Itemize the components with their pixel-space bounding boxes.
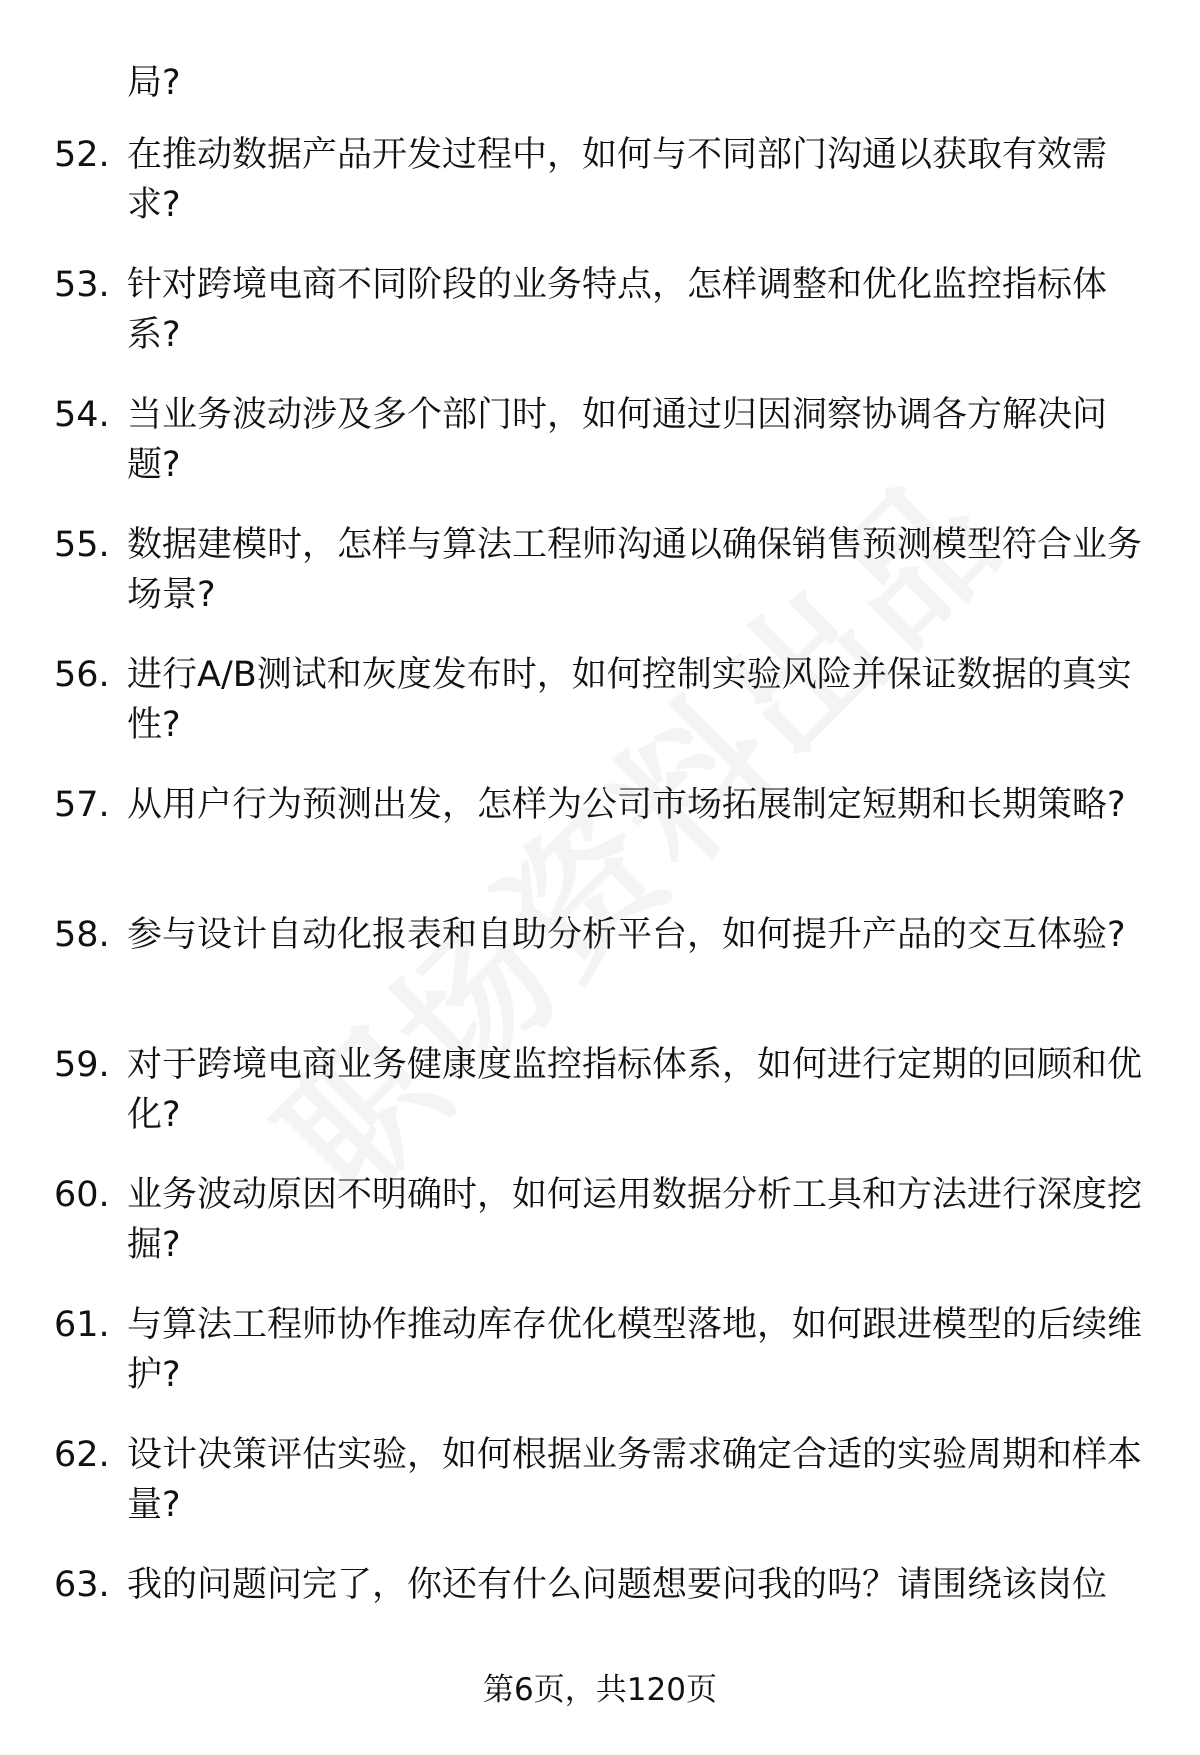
page-footer: 第6页，共120页 <box>483 1672 717 1708</box>
question-text: 与算法工程师协作推动库存优化模型落地，如何跟进模型的后续维护? <box>127 1305 1143 1395</box>
question-number: 62. <box>54 1435 110 1475</box>
question-text: 从用户行为预测出发，怎样为公司市场拓展制定短期和长期策略? <box>127 785 1126 825</box>
question-number: 60. <box>54 1175 110 1215</box>
question-number: 55. <box>54 525 110 565</box>
question-number: 53. <box>54 265 110 305</box>
question-text: 我的问题问完了，你还有什么问题想要问我的吗？请围绕该岗位 <box>127 1565 1108 1605</box>
continued-text: 局? <box>127 63 181 103</box>
question-text: 进行A/B测试和灰度发布时，如何控制实验风险并保证数据的真实性? <box>127 655 1132 745</box>
question-text: 当业务波动涉及多个部门时，如何通过归因洞察协调各方解决问题? <box>127 395 1108 485</box>
question-text: 设计决策评估实验，如何根据业务需求确定合适的实验周期和样本量? <box>127 1435 1143 1525</box>
question-number: 57. <box>54 785 110 825</box>
question-number: 63. <box>54 1565 110 1605</box>
question-text: 对于跨境电商业务健康度监控指标体系，如何进行定期的回顾和优化? <box>127 1045 1143 1135</box>
question-text: 数据建模时，怎样与算法工程师沟通以确保销售预测模型符合业务场景? <box>127 525 1143 615</box>
question-number: 58. <box>54 915 110 955</box>
question-number: 59. <box>54 1045 110 1085</box>
question-text: 在推动数据产品开发过程中，如何与不同部门沟通以获取有效需求? <box>127 135 1108 225</box>
question-text: 参与设计自动化报表和自助分析平台，如何提升产品的交互体验? <box>127 915 1126 955</box>
question-number: 52. <box>54 135 110 175</box>
question-number: 56. <box>54 655 110 695</box>
question-text: 针对跨境电商不同阶段的业务特点，怎样调整和优化监控指标体系? <box>127 265 1108 355</box>
question-number: 54. <box>54 395 110 435</box>
question-text: 业务波动原因不明确时，如何运用数据分析工具和方法进行深度挖掘? <box>127 1175 1143 1265</box>
question-number: 61. <box>54 1305 110 1345</box>
